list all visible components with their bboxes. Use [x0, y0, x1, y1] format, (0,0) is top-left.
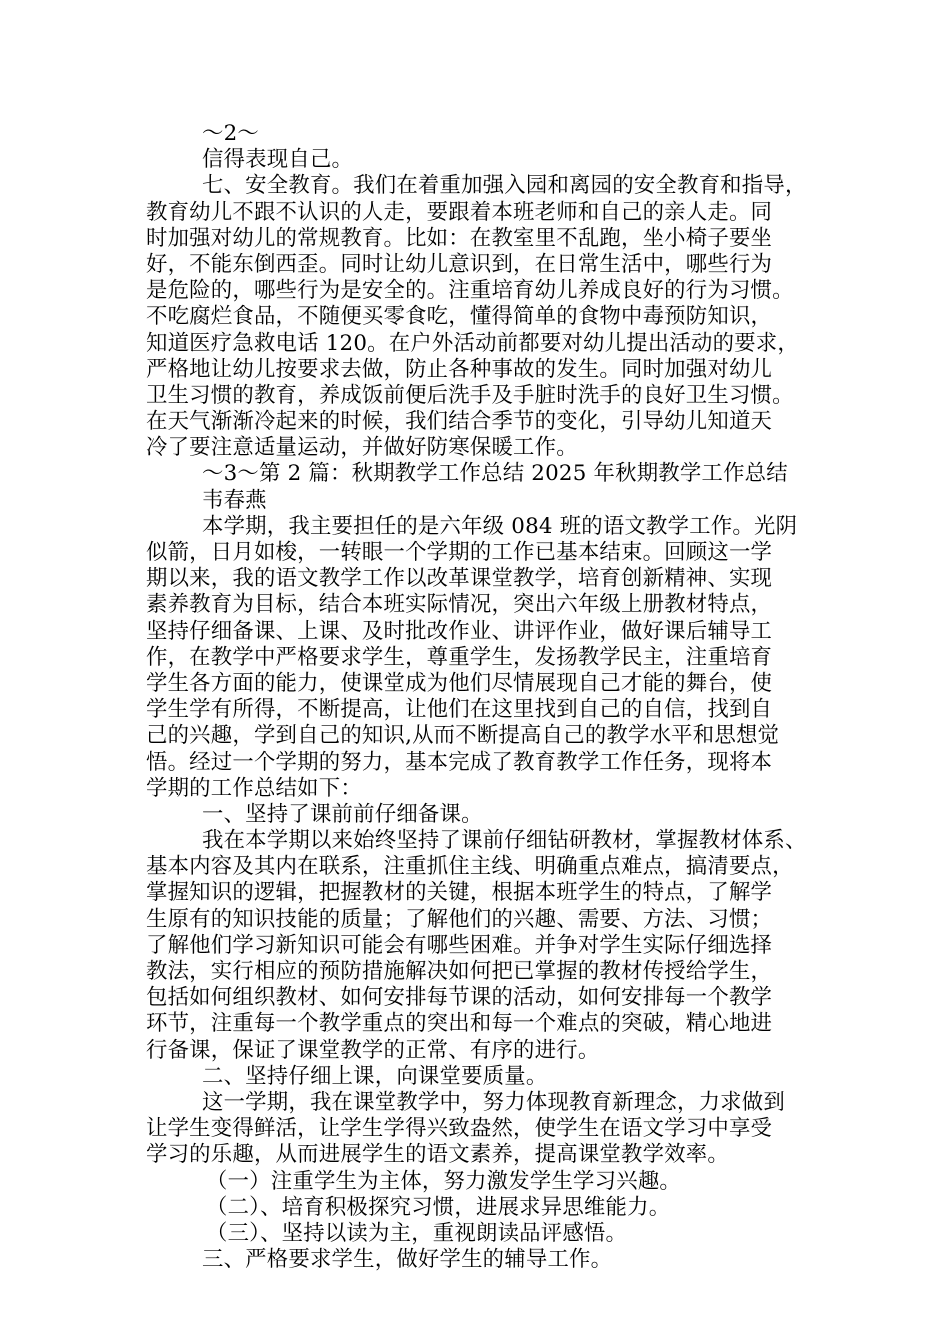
text-line: 韦春燕 [202, 487, 267, 513]
text-line: 不吃腐烂食品，不随便买零食吃，懂得简单的食物中毒预防知识， [146, 304, 773, 330]
text-line: 掌握知识的逻辑，把握教材的关键，根据本班学生的特点，了解学 [146, 880, 773, 906]
text-line: ～3～第 2 篇：秋期教学工作总结 2025 年秋期教学工作总结 [202, 461, 788, 487]
text-line: 我在本学期以来始终坚持了课前仔细钻研教材，掌握教材体系、 [202, 828, 807, 854]
text-line: 三、严格要求学生，做好学生的辅导工作。 [202, 1247, 613, 1273]
text-line: 学习的乐趣，从而进展学生的语文素养，提高课堂教学效率。 [146, 1142, 729, 1168]
text-line: 学生各方面的能力，使课堂成为他们尽情展现自己才能的舞台，使 [146, 670, 773, 696]
text-line: 坚持仔细备课、上课、及时批改作业、讲评作业，做好课后辅导工 [146, 618, 773, 644]
text-line: 严格地让幼儿按要求去做，防止各种事故的发生。同时加强对幼儿 [146, 356, 773, 382]
text-line: 环节，注重每一个教学重点的突出和每一个难点的突破，精心地进 [146, 1011, 773, 1037]
text-line: 作，在教学中严格要求学生，尊重学生，发扬教学民主，注重培育 [146, 644, 773, 670]
text-line: 在天气渐渐冷起来的时候，我们结合季节的变化，引导幼儿知道天 [146, 409, 773, 435]
text-line: 冷了要注意适量运动，并做好防寒保暖工作。 [146, 435, 578, 461]
text-line: 己的兴趣，学到自己的知识,从而不断提高自己的教学水平和思想觉 [146, 723, 780, 749]
text-line: 是危险的，哪些行为是安全的。注重培育幼儿养成良好的行为习惯。 [146, 278, 794, 304]
text-line: 时加强对幼儿的常规教育。比如：在教室里不乱跑，坐小椅子要坐 [146, 225, 773, 251]
text-line: （三）、坚持以读为主，重视朗读品评感悟。 [206, 1220, 628, 1246]
text-line: 学期的工作总结如下： [146, 775, 362, 801]
text-line: （一）注重学生为主体，努力激发学生学习兴趣。 [206, 1168, 681, 1194]
text-line: 信得表现自己。 [202, 147, 354, 173]
text-line: ～2～ [202, 121, 259, 146]
text-line: 卫生习惯的教育，养成饭前便后洗手及手脏时洗手的良好卫生习惯。 [146, 382, 794, 408]
text-line: 包括如何组织教材、如何安排每节课的活动，如何安排每一个教学 [146, 985, 773, 1011]
text-line: 这一学期，我在课堂教学中，努力体现教育新理念，力求做到 [202, 1089, 785, 1115]
text-line: 行备课，保证了课堂教学的正常、有序的进行。 [146, 1037, 600, 1063]
text-line: 好，不能东倒西歪。同时让幼儿意识到，在日常生活中，哪些行为 [146, 251, 773, 277]
text-line: 基本内容及其内在联系，注重抓住主线、明确重点难点，搞清要点， [146, 854, 794, 880]
text-line: 了解他们学习新知识可能会有哪些困难。并争对学生实际仔细选择 [146, 932, 773, 958]
text-line: 素养教育为目标，结合本班实际情况，突出六年级上册教材特点， [146, 592, 773, 618]
text-line: （二）、培育积极探究习惯，进展求异思维能力。 [206, 1194, 671, 1220]
text-line: 本学期，我主要担任的是六年级 084 班的语文教学工作。光阴 [202, 513, 798, 539]
text-line: 悟。经过一个学期的努力，基本完成了教育教学工作任务，现将本 [146, 749, 773, 775]
text-line: 期以来，我的语文教学工作以改革课堂教学，培育创新精神、实现 [146, 566, 773, 592]
text-line: 学生学有所得，不断提高，让他们在这里找到自己的自信，找到自 [146, 697, 773, 723]
text-line: 一、坚持了课前前仔细备课。 [202, 801, 483, 827]
document-body [146, 121, 822, 1273]
text-line: 二、坚持仔细上课，向课堂要质量。 [202, 1063, 548, 1089]
text-line: 教法，实行相应的预防措施解决如何把已掌握的教材传授给学生， [146, 959, 773, 984]
text-line: 知道医疗急救电话 120。在户外活动前都要对幼儿提出活动的要求， [146, 330, 799, 356]
text-line: 让学生变得鲜活，让学生学得兴致盎然，使学生在语文学习中享受 [146, 1116, 773, 1142]
text-line: 似箭，日月如梭，一转眼一个学期的工作已基本结束。回顾这一学 [146, 540, 773, 565]
text-line: 生原有的知识技能的质量；了解他们的兴趣、需要、方法、习惯； [146, 906, 773, 932]
text-line: 教育幼儿不跟不认识的人走，要跟着本班老师和自己的亲人走。同 [146, 199, 773, 225]
text-line: 七、安全教育。我们在着重加强入园和离园的安全教育和指导， [202, 173, 807, 199]
